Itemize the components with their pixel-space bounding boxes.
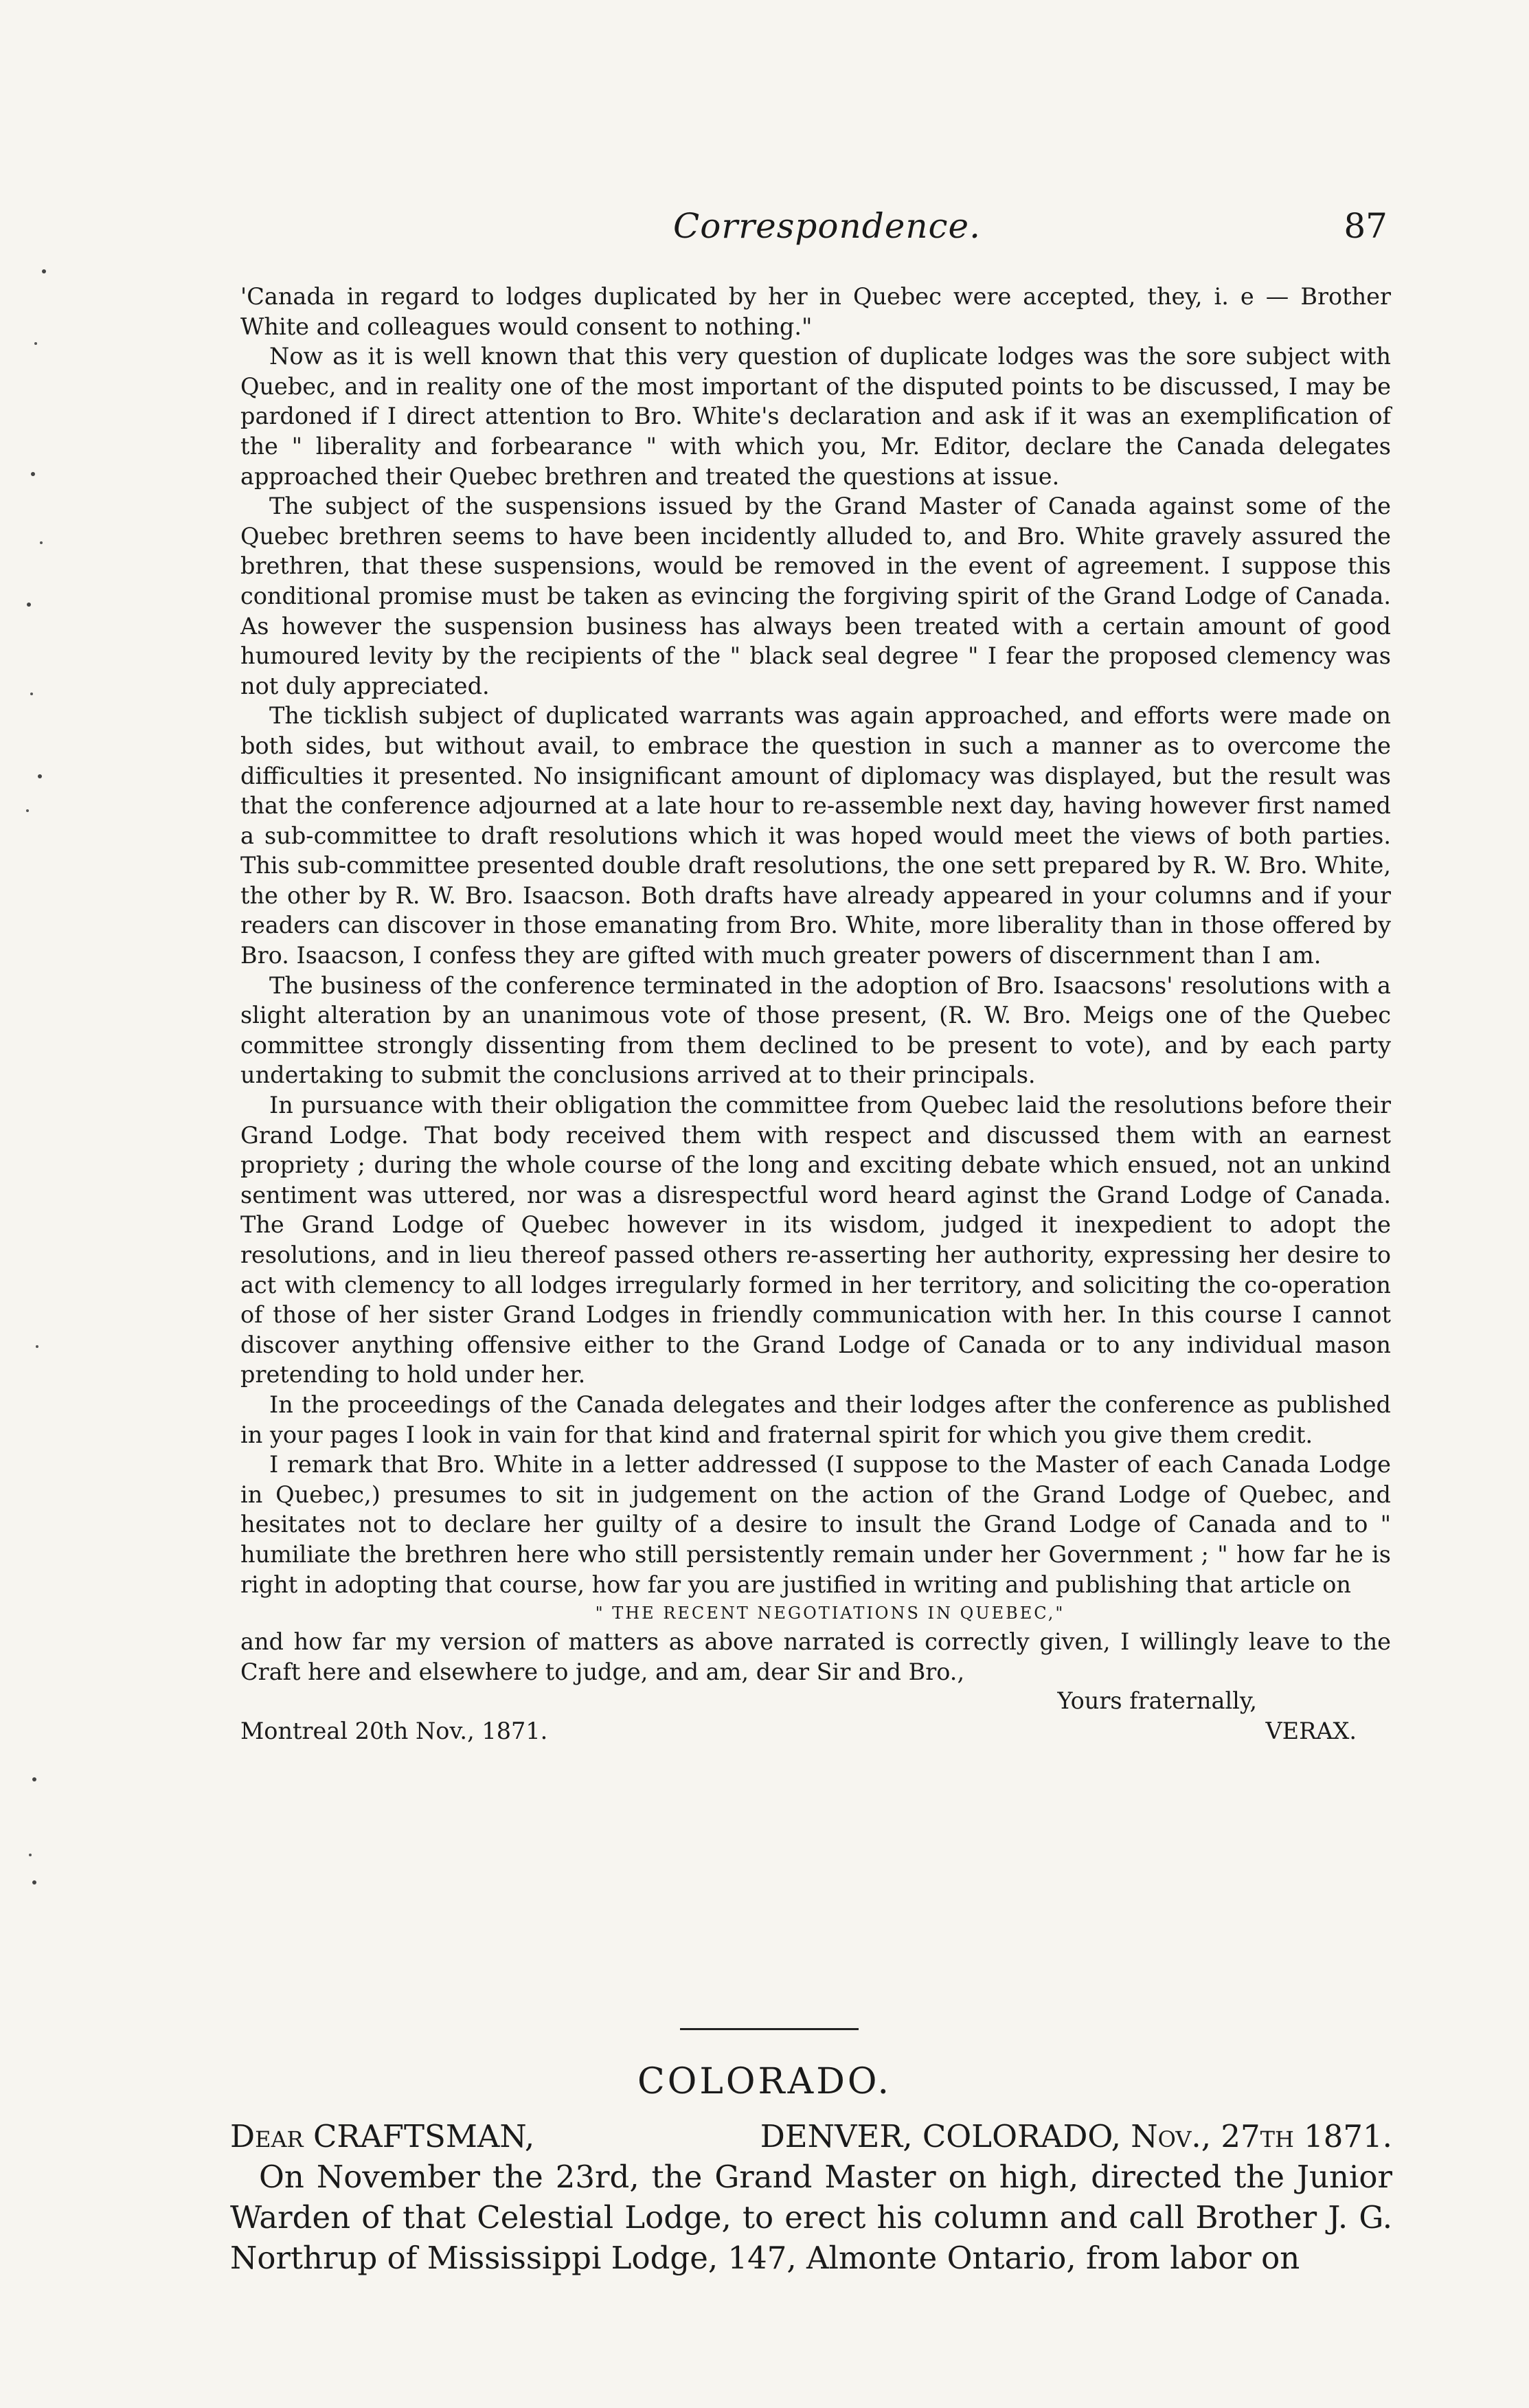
paragraph: In pursuance with their obligation the committee from Quebec laid the resolutions before their Grand Lodge. That body received them with respect and discussed them with an earnest propriety ; during the whole course of the long and exciting debate which ensued, not an unkind sentiment was uttered, nor was a disrespectful word heard aginst the Grand Lodge of Canada. The Grand Lodge of Quebec however in its wisdom, judged it inexpedient to adopt the resolutions, and in lieu thereof passed others re-asserting her authority, expressing her desire to act with clemency to all lodges irregularly formed in her territory, and soliciting the co-operation of those of her sister Grand Lodges in friendly communication with her. In this course I cannot discover anything offensive either to the Grand Lodge of Canada or to any individual mason pretending to hold under her. xyxy=(240,1092,1391,1388)
running-head: Correspondence. xyxy=(673,206,982,246)
signature: VERAX. xyxy=(1265,1718,1357,1745)
closing: Yours fraternally, xyxy=(1057,1687,1257,1715)
sign-row xyxy=(240,1715,1391,1747)
location-date: DENVER, COLORADO, Nov., 27th 1871. xyxy=(760,2118,1392,2154)
place-date: Montreal 20th Nov., 1871. xyxy=(240,1718,548,1745)
paragraph: The ticklish subject of duplicated warrants was again approached, and efforts were made on both sides, but without avail, to embrace the question in such a manner as to overcome the difficulties it presented. No insignificant amount of diplomacy was displayed, but the result was that the conference adjourned at a late hour to re-assemble next day, having however first named a sub-committee to draft resolutions which it was hoped would meet the views of both parties. This sub-committee presented double draft resolutions, the one sett prepared by R. W. Bro. White, the other by R. W. Bro. Isaacson. Both drafts have already appeared in your columns and if your readers can discover in those emanating from Bro. White, more liberality than in those offered by Bro. Isaacson, I confess they are gifted with much greater powers of discernment than I am. xyxy=(240,702,1391,969)
signature-block xyxy=(240,1687,1391,1747)
paragraph: The business of the conference terminated in the adoption of Bro. Isaacsons' resolutions with a slight alteration by an unanimous vote of those present, (R. W. Bro. Meigs one of the Quebec committee strongly dissenting from them declined to be present to vote), and by each party undertaking to submit the conclusions arrived at to their principals. xyxy=(240,971,1391,1089)
address-row xyxy=(230,2116,1392,2157)
paragraph: and how far my version of matters as above narrated is correctly given, I willingly leave to the Craft here and elsewhere to judge, and am, dear Sir and Bro., xyxy=(240,1628,1391,1685)
section-title: COLORADO. xyxy=(637,2061,892,2102)
paragraph: The subject of the suspensions issued by the Grand Master of Canada against some of the Quebec brethren seems to have been incidently alluded to, and Bro. White gravely assured the brethren, that these suspensions, would be removed in the event of agreement. I suppose this conditional promise must be taken as evincing the forgiving spirit of the Grand Lodge of Canada. As however the suspension business has always been treated with a certain amount of good humoured levity by the recipients of the " black seal degree " I fear the proposed clemency was not duly appreciated. xyxy=(240,493,1391,699)
article-title: " THE RECENT NEGOTIATIONS IN QUEBEC," xyxy=(595,1604,1065,1623)
paragraph: 'Canada in regard to lodges duplicated by her in Quebec were accepted, they, i. e — Brother White and colleagues would consent to nothing." xyxy=(240,283,1391,340)
colorado-letter xyxy=(230,2116,1392,2278)
page-header xyxy=(227,206,1391,261)
paragraph: On November the 23rd, the Grand Master on high, directed the Junior Warden of that Celestial Lodge, to erect his column and call Brother J. G. Northrup of Mississippi Lodge, 147, Almonte Ontario, from labor on xyxy=(230,2159,1392,2276)
page-number: 87 xyxy=(1344,206,1388,246)
letter-body xyxy=(240,282,1391,1747)
paragraph: Now as it is well known that this very question of duplicate lodges was the sore subject with Quebec, and in reality one of the most important of the disputed points to be discussed, I may be pardoned if I direct attention to Bro. White's declaration and ask if it was an exemplification of the " liberality and forbearance " with which you, Mr. Editor, declare the Canada delegates approached their Quebec brethren and treated the questions at issue. xyxy=(240,343,1391,490)
paragraph: In the proceedings of the Canada delegates and their lodges after the conference as published in your pages I look in vain for that kind and fraternal spirit for which you give them credit. xyxy=(240,1391,1391,1448)
section-divider xyxy=(680,2028,859,2030)
salutation: Dear CRAFTSMAN, xyxy=(230,2118,535,2154)
margin-specks xyxy=(0,0,206,2408)
paragraph: I remark that Bro. White in a letter addressed (I suppose to the Master of each Canada Lodge in Quebec,) presumes to sit in judgement on the action of the Grand Lodge of Quebec, and hesitates not to declare her guilty of a desire to insult the Grand Lodge of Canada and to " humiliate the brethren here who still persistently remain under her Government ; " how far he is right in adopting that course, how far you are justified in writing and publishing that article on xyxy=(240,1451,1391,1598)
